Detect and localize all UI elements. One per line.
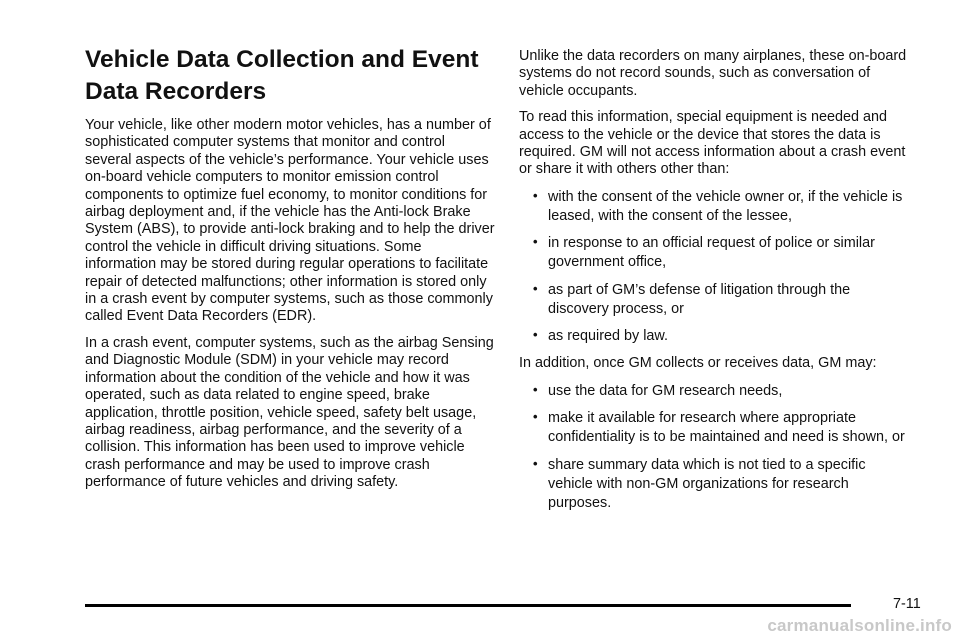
paragraph-gm-may: In addition, once GM collects or receives data, GM may: — [519, 355, 877, 372]
paragraph-overview: Your vehicle, like other modern motor vehicles, has a number of sophisticated computer systems that monitor and control several aspects of the vehicle’s performance. Your vehicle uses on-board vehicle computers to monitor emission control components to optimize fuel economy, to monitor conditions for airbag deployment and, if the vehicle has the Anti-lock Brake System (ABS), to provide anti-lock braking and to help the driver control the vehicle in difficult driving situations. Some information may be stored during regular operations to facilitate repair of detected malfunctions; other information is stored only in a crash event by computer systems, such as those commonly called Event Data Recorders (EDR). — [85, 117, 495, 325]
list-item — [533, 382, 914, 401]
left-column — [85, 44, 495, 501]
bullet-icon: • — [533, 187, 538, 203]
bullet-icon: • — [533, 455, 538, 471]
list-item-text: make it available for research where appropriate confidentiality is to be maintained and need is shown, or — [548, 410, 905, 446]
bullet-icon: • — [533, 280, 538, 296]
page-title: Vehicle Data Collection and Event Data Recorders — [85, 46, 479, 105]
list-item-text: as required by law. — [548, 328, 668, 345]
bullet-icon: • — [533, 234, 538, 250]
paragraph-access-info: To read this information, special equipment is needed and access to the vehicle or the device that stores the data is required. GM will not access information about a crash event or share it with others other than: — [519, 109, 906, 178]
bullet-icon: • — [533, 327, 538, 343]
watermark: carmanualsonline.info — [767, 616, 952, 635]
list-item — [533, 456, 914, 513]
list-item — [533, 234, 914, 272]
paragraph-crash-event: In a crash event, computer systems, such as the airbag Sensing and Diagnostic Module (SDM) in your vehicle may record information about the condition of the vehicle and how it was operated, such as data related to engine speed, brake application, throttle position, vehicle speed, safety belt usage, airbag readiness, airbag performance, and the severity of a collision. This information has been used to improve vehicle crash performance and may be used to improve crash performance of future vehicles and driving safety. — [85, 334, 494, 491]
list-item — [533, 188, 914, 226]
bullet-icon: • — [533, 409, 538, 425]
bullet-icon: • — [533, 381, 538, 397]
page-number: 7-11 — [893, 596, 921, 612]
access-conditions-list — [519, 188, 914, 347]
list-item — [533, 409, 914, 447]
right-column — [519, 48, 914, 522]
list-item-text: in response to an official request of police or similar government office, — [548, 235, 875, 271]
list-item-text: with the consent of the vehicle owner or, if the vehicle is leased, with the consent of the lessee, — [548, 188, 903, 224]
paragraph-no-sound: Unlike the data recorders on many airplanes, these on-board systems do not record sounds, such as conversation of vehicle occupants. — [519, 48, 907, 99]
list-item — [533, 281, 914, 319]
list-item-text: as part of GM’s defense of litigation through the discovery process, or — [548, 281, 851, 317]
list-item — [533, 327, 914, 346]
footer-rule — [85, 604, 851, 607]
list-item-text: share summary data which is not tied to a specific vehicle with non-GM organizations for research purposes. — [548, 456, 866, 511]
list-item-text: use the data for GM research needs, — [548, 382, 783, 399]
data-uses-list — [519, 382, 914, 513]
